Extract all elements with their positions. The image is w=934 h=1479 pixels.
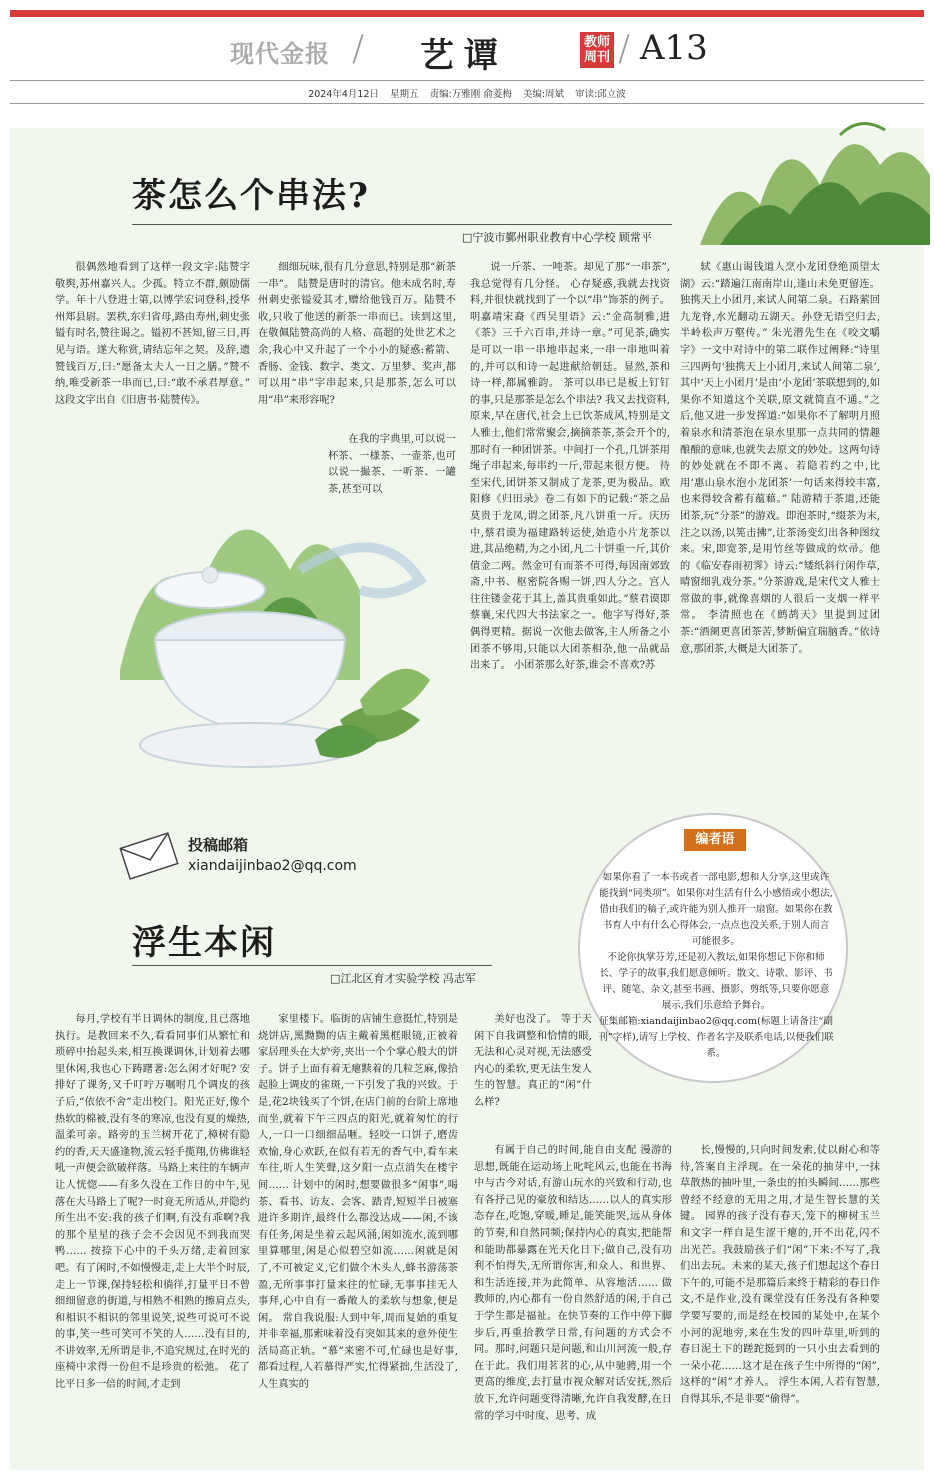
article2-col1: 每月,学校有半日调休的制度,且已落地执行。是教回来不久,看看同事们从繁忙和琐碎中抬起头来,相互换课调休,计划着去哪里休闲,我也心下踌躇著:怎么闲才好呢? 安排好了课务,又千叮咛万嘱咐几个调皮的孩子后,“依依不舍”走出校门。阳光正好,像个热软的棉被,没有冬的寒凉,也没有夏的燥热,温柔可亲。路旁的玉兰树开花了,樟树有隐约的香,天天盛逢物,流云轻手揽翔,仿佛谁轻吼一声便会欲破样落。马路上来往的车辆声让人恍惚——有多久没在工作日的中午,见落在大马路上了呢?一时竟无所适从,并隐约所生出不安:我的孩子们啊,有没有乖啊?我的那个星星的孩子会不会因见不到我而哭鸭…… 按捺下心中的千头万绪,走着回家吧。有了闲时,不如慢慢走,走上大半个时辰,走上一节课,保持轻松和徜徉,打量平日不曾细细留意的街道,与相熟不相熟的擦肩点头,和相识不相识的邻里说笑,说些可说可不说的事,笑一些可笑可不笑的人……没有目的,不讲效率,无所谓是非,不追究规过,在时光的座椅中求得一份但不是珍贵的松弛。 花了比平日多一倍的时间,才走到 <box>55 1014 250 1391</box>
divider-slash: / <box>618 28 631 69</box>
weekly-badge: 教师周刊 <box>580 32 614 68</box>
article1-col2b: 在我的字典里,可以说一杯茶、一様茶、一壶茶,也可以说一撮茶、一听茶、一罐茶,甚至可以 <box>328 434 456 495</box>
editor-note-para: 不论你执掌芬芳,还是初入教坛,如果你想记下你和师长、学子的故事,我们愿意倾听。散文、诗歌、影评、书评、随笔、杂文,甚至书画、摄影、剪纸等,只要你愿意展示,我们乐意给予舞台。 <box>599 952 833 1011</box>
article2-col4: 长,慢慢的,只向时间发索,仗以耐心和等待,答案自主浮现。在一朵花的抽芽中,一抹草散热的抽叶里,一条虫的拍头瞬间……那些曾经不经意的无用之用,才是生智长慧的关键。 园界的孩子没有春天,笼下的柳树玉兰和文字一样自是生涩干瘪的,开不出花,闪不出光芒。我鼓励孩子们“闲”下来:不写了,我们出去玩。未来的某天,孩子们想起这个春日下午的,可能不是那篇后来终于精彩的春日作文,不是作业,没有课堂没有任务没有各种要学要写要的,而是经在校园的某处中,在某个小河的泥地旁,来在生发的四叶草里,听到的春日泥土下的蹉跎挺到的一只小虫去看到的一朵小花……这才是在孩子生中所得的“闲”,这样的“闲”才养人。 浮生本闲,人若有智慧,自得其乐,不是非要“偷得”。 <box>680 1145 880 1405</box>
designer: 美编:周斌 <box>522 89 565 100</box>
editor-note-tag: 编者语 <box>684 829 746 851</box>
submission-email[interactable]: xiandaijinbao2@qq.com <box>188 858 357 874</box>
rule-line <box>10 80 924 81</box>
article2-col3a: 美好也没了。 等于天闲下自我调整和恰情的眼,无法和心灵对视,无法感受内心的柔软,更无法生发人生的智慧。真正的“闲”什么样? <box>474 1014 592 1108</box>
teacup-illustration <box>60 420 480 800</box>
divider-slash: / <box>352 28 365 69</box>
article2-col2: 家里楼下。临街的店铺生意挺忙,特别是烧饼店,黑黝黝的店主戴着黑框眼镜,正被着家居理头在大炉旁,夹出一个个掌心般大的饼子。饼子上面有着无瘪黩着的几粒芝麻,像拾起脸上调皮的雀斑,一下引发了我的兴致。于是,花2块钱买了个饼,在店门前的台阶上席地而坐,就着下午三四点的阳光,就着匆忙的行人,一口一口细细品咂。轻咬一口饼子,磨齿欢愉,身心欢跃,在似有若无的香气中,看车来车往,听人生笑聲,这夕阳一点点消失在楼宇间…… 计划中的闲时,想要做很多“闲事”,喝茶、看书、访友、会客、踏青,短短半日被塞进许多期许,最终什么都没达成——闲,不该有任务,闲是坐着云起风涌,闲如流水,流到哪里算哪里,闲是心似碧空如流……闲就是闲了,不可被定义,它们做个木头人,蜂书游荡茶盈,无所事事打量来往的忙碌,无事事挂无人事拜,心中自有一番敞人的柔软与想象,便是闲。 常自我说服:人到中年,周而复始的重复并非幸福,那索味着没有突如其来的意外使生活局高正轨。“慕”来密不可,忙碌也是好事,都看过程,人若慕得严实,忙得紧拙,生活没了,人生真实的 <box>258 1014 458 1391</box>
paper-name: 现代金报 <box>230 40 330 68</box>
masthead <box>0 20 934 82</box>
editor-note-para: 征集邮箱:xiandaijinbao2@qq.com(标题上请备注“副刊”字样),请写上学校、作者名字及联系电话,以便我们联系。 <box>598 1016 834 1059</box>
article1-col2a: 细细玩味,很有几分意思,特别是那“新茶一串”。 陆赞是唐时的清官。他未成名时,寿州刺史张镒爱其才,赠给他钱百万。陆赞不收,只收了他送的新茶一串而已。读到这里,在敬佩陆赞高尚的人格、高超的处世艺术之余,我心中又升起了一个小小的疑惑:蓄箭、香肠、金钱、数字、类文、万里梦、奖声,都可以用“串”字串起来,只是那茶,怎么可以用“串”来形容呢? <box>258 262 456 406</box>
article1-byline: □宁波市鄞州职业教育中心学校 顾常平 <box>462 231 652 244</box>
editor-note-text <box>598 870 834 1062</box>
mountain-illustration <box>690 105 930 245</box>
top-red-bar <box>10 10 924 17</box>
editor-note-para: 如果你看了一本书或者一部电影,想和人分享,这里或许能找到“同类项”。如果你对生活有什么小感悟或小想法,借由我们的稿子,或许能为别人推开一扇窗。如果你在教书育人中有什么心得体会,一点点也没关系,于别人而言可能很多。 <box>599 872 833 947</box>
title-underline <box>132 965 492 966</box>
article2-byline: □江北区育才实验学校 冯志军 <box>330 972 476 985</box>
proofreader: 审读:邱立波 <box>575 89 626 100</box>
envelope-icon <box>118 828 180 884</box>
article2-col3b: 有属于自己的时间,能自由支配 漫游的思想,既能在运动场上叱咤风云,也能在书海中与古今对话,有游山玩水的兴致和行动,也有各抒己见的豪放和结达……以人的真实形态存在,吃饱,穿暖,睡足,能笑能哭,远从身体的节奏,和自然同频;保持内心的真实,把能帮和能助都暴露在光天化日下;做自己,没有功利不怕得失,无所谓你害,和众人、和世界、和生活连接,并为此简单、从容地活…… 做教师的,内心都有一份自然舒适的闲,于自己于学生都是福祉。在快节奏的工作中停下脚步后,再重拾教学日常,有问题的方式会不同。那时,问题只是问题,和山川河流一般,存在于此。我们用茗茗的心,从中驰骋,用一个更高的维度,去打量市视众解对话安抚,然后放下,允许问题变得清晰,允许自我发酵,在日常的学习中时度、思考、成 <box>474 1145 672 1422</box>
article1-col1: 很偶然地看到了这样一段文字:陆赞字敬舆,苏州嘉兴人。少孤。特立不群,颇励儒学。年十八登进士第,以博学宏词登科,授华州郑县尉。罢秩,东归省母,路由寿州,刺史张镒有时名,赞往谒之。镒初不甚知,留三日,再见与语。遂大称赏,请结忘年之契。及辞,遗赞钱百万,曰:“愿备太夫人一日之膳。”赞不纳,唯受新茶一串而已,曰:“敢不承君厚意。” 这段文字出自《旧唐书·陆赞传》。 <box>55 262 250 406</box>
article1-title: 茶怎么个串法? <box>132 176 370 216</box>
weekday: 星期五 <box>390 89 419 100</box>
article1-col4: 轼《惠山谒钱道人烹小龙团登绝顶望太湖》云:“踏遍江南南岸山,逢山未免更留连。独携天上小团月,来试人间第二泉。石路萦回九龙脊,水光翻动五湖天。孙登无语空归去,半岭松声万壑传。” 朱光潜先生在《咬文嚼字》一文中对诗中的第二联作过阐释:“诗里三四两句‘独携天上小团月,来试人间第二泉’,其中‘天上小团月’是由‘小龙团’茶联想到的,如果你不知道这个关联,原文就简直不通。”之后,他又进一步发挥道:“如果你不了解明月照着泉水和清茶泡在泉水里那一点共同的情趣酿酿的意味,也就失去原文的妙处。这两句诗的妙处就在不即不离、若隐若约之中,比用‘惠山泉水泡小龙团茶’一句话来得较丰富,也来得较含蓄有蕴藉。” 陆游精于茶道,还能团茶,玩“分茶”的游戏。即泡茶时,“缀茶为末,注之以汤,以筅击拂”,让茶汤变幻出各种图纹来。宋,即宽茶,是用竹丝等做成的炊帚。他的《临安春雨初霁》诗云:“矮纸斜行闲作草,晴窗细乳戏分茶。”分茶游戏,是宋代文人雅士常做的事,就像喜烟的人很后一支烟一样平常。 李清照也在《鹧鸪天》里提到过团茶:“酒阑更喜团茶苦,梦断偏宜瑞脑香。”依诗意,那团茶,大概是大团茶了。 <box>680 262 880 655</box>
article2-title: 浮生本闲 <box>132 923 276 963</box>
chief-editor: 责编:万雅刚 俞菱梅 <box>429 89 512 100</box>
rule-line <box>10 103 924 104</box>
section-title: 艺谭 <box>420 36 508 76</box>
article1-col3: 说一斤茶、一吨茶。却见了那“一串茶”,我总觉得有几分怪。 心存疑惑,我就去找资料,并很快就找到了一个以“串”饰茶的例子。 明嘉靖宋裔《西吴里语》云:“金高制雅,进《茶》三千六百串,并诗一章。”可见茶,确实是可以一串一串地串起来,一串一串地叫着的,并可以和诗一起进献给朝廷。显然,茶和诗一样,都属雅韵。 茶可以串已是板上钉钉的事,只是那茶是怎么个串法? 我又去找资料,原来,早在唐代,社会上已饮茶成风,特别是文人雅士,他们常常聚会,摘摘茶茶,茶会开个的,那时有一种团饼茶。中间打一个孔,几饼茶用绳子串起来,每串约一斤,带起来很方便。 待至宋代,团饼茶又制成了龙茶,更为极品。欧阳修《归田录》卷二有如下的记载:“茶之品莫贵于龙凤,谓之团茶,凡八饼重一斤。庆历中,蔡君谟为福建路转运使,始造小片龙茶以进,其品绝精,为之小团,凡二十饼重一斤,其价值金二两。然金可有而茶不可得,每因南郊致斋,中书、枢密院各赐一饼,四人分之。宫人往往镂金花于其上,盖其贵重如此。”蔡君谟即蔡襄,宋代四大书法家之一。他字写得好,茶偶得更精。据说一次他去做客,主人所备之小团茶不够用,只能以大团茶相杂,他一品就品出来了。 小团茶那么好茶,谁会不喜欢?苏 <box>470 262 670 672</box>
dateline <box>0 86 934 100</box>
title-underline <box>132 224 672 225</box>
submission-box <box>118 828 378 888</box>
submission-label: 投稿邮箱 <box>188 836 249 854</box>
date: 2024年4月12日 <box>308 89 380 100</box>
page-number: A13 <box>640 28 708 68</box>
